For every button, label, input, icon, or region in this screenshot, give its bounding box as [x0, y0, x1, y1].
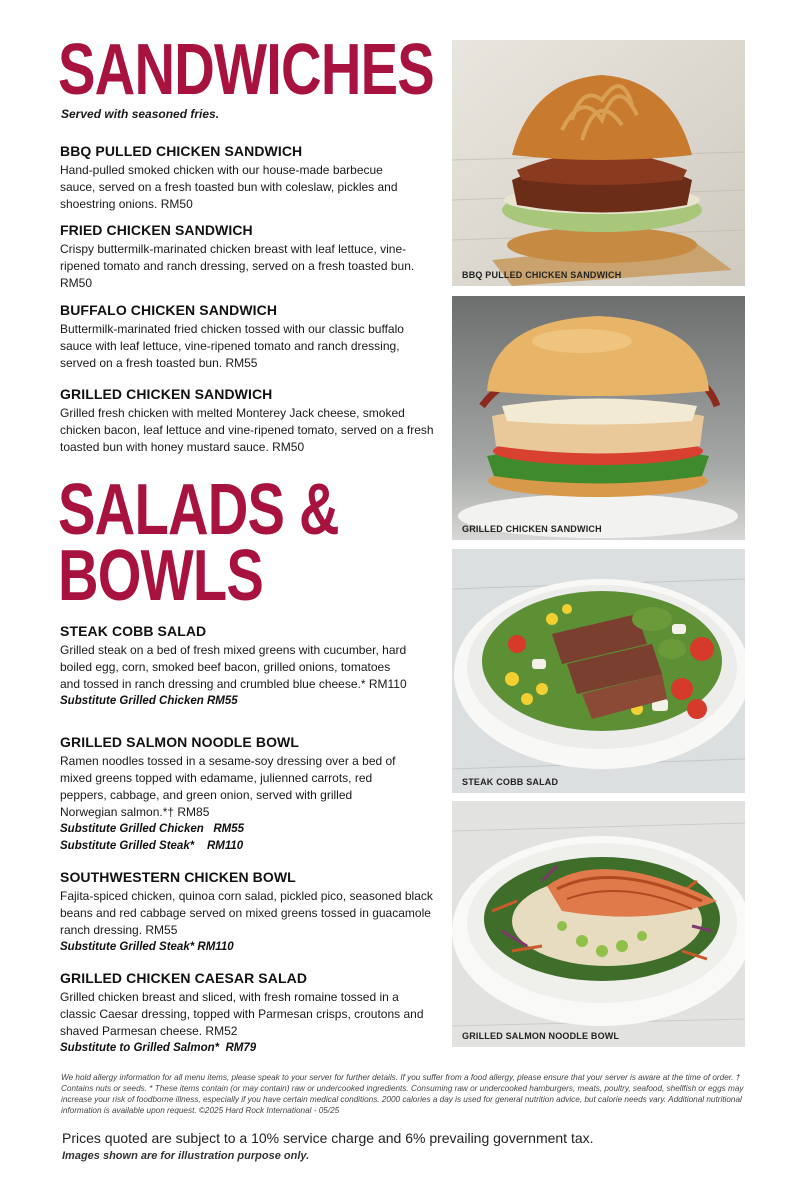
sandwiches-title: SANDWICHES	[58, 30, 434, 110]
item-name: BUFFALO CHICKEN SANDWICH	[60, 302, 278, 318]
menu-item	[60, 386, 445, 456]
salads-title-line2: BOWLS	[58, 536, 264, 616]
item-substitute: Substitute to Grilled Salmon* RM79	[60, 1042, 257, 1054]
item-description: Grilled chicken breast and sliced, with fresh romaine tossed in a classic Caesar dressing, topped with Parmesan crisps, croutons and shaved Parmesan cheese. RM52	[60, 990, 424, 1038]
item-name: GRILLED CHICKEN CAESAR SALAD	[60, 970, 308, 986]
item-name: GRILLED CHICKEN SANDWICH	[60, 386, 273, 402]
menu-item	[60, 222, 445, 292]
photo-grilled-salmon-noodle-bowl	[452, 801, 745, 1047]
item-description: Fajita-spiced chicken, quinoa corn salad, pickled pico, seasoned black beans and red cabbage served on mixed greens tossed in guacamole ranch dressing. RM55	[60, 889, 433, 937]
photo-caption: BBQ PULLED CHICKEN SANDWICH	[462, 270, 622, 280]
item-name: BBQ PULLED CHICKEN SANDWICH	[60, 143, 303, 159]
photo-grilled-chicken-sandwich	[452, 296, 745, 540]
item-description: Grilled fresh chicken with melted Monterey Jack cheese, smoked chicken bacon, leaf lettuce and vine-ripened tomato, served on a fresh toasted bun with honey mustard sauce. RM50	[60, 406, 434, 454]
item-name: GRILLED SALMON NOODLE BOWL	[60, 734, 300, 750]
salad-illustration	[452, 801, 745, 1047]
item-substitute: Substitute Grilled Chicken RM55	[60, 695, 238, 707]
menu-item	[60, 970, 445, 1057]
item-description: Crispy buttermilk-marinated chicken breast with leaf lettuce, vine-ripened tomato and ranch dressing, served on a fresh toasted bun. RM50	[60, 242, 415, 290]
menu-item	[60, 623, 445, 710]
item-substitute: Substitute Grilled Steak* RM110	[60, 840, 244, 852]
item-description: Hand-pulled smoked chicken with our house-made barbecue sauce, served on a fresh toasted bun with coleslaw, pickles and shoestring onions. RM50	[60, 163, 398, 211]
item-substitute: Substitute Grilled Chicken RM55	[60, 823, 245, 835]
photo-caption: GRILLED SALMON NOODLE BOWL	[462, 1031, 620, 1041]
photo-caption: GRILLED CHICKEN SANDWICH	[462, 524, 602, 534]
item-description: Ramen noodles tossed in a sesame-soy dressing over a bed of mixed greens topped with edamame, julienned carrots, red peppers, cabbage, and green onion, served with grilled Norwegian salmon.*† RM85	[60, 754, 396, 819]
photo-steak-cobb-salad	[452, 549, 745, 793]
item-description: Buttermilk-marinated fried chicken tossed with our classic buffalo sauce with leaf lettuce, vine-ripened tomato and ranch dressing, served on a fresh toasted bun. RM55	[60, 322, 404, 370]
menu-item	[60, 302, 445, 372]
salads-title-line1: SALADS &	[58, 470, 339, 550]
item-substitute: Substitute Grilled Steak* RM110	[60, 941, 234, 953]
photo-bbq-pulled-chicken-sandwich	[452, 40, 745, 286]
price-note: Prices quoted are subject to a 10% service charge and 6% prevailing government tax.	[62, 1130, 594, 1146]
image-note: Images shown are for illustration purpose only.	[62, 1150, 310, 1162]
menu-item	[60, 143, 445, 213]
item-description: Grilled steak on a bed of fresh mixed greens with cucumber, hard boiled egg, corn, smoked beef bacon, grilled onions, tomatoes and tossed in ranch dressing and crumbled blue cheese.* RM110	[60, 643, 407, 691]
item-name: FRIED CHICKEN SANDWICH	[60, 222, 253, 238]
photo-caption: STEAK COBB SALAD	[462, 777, 559, 787]
salad-illustration	[452, 549, 745, 793]
sandwiches-subtitle: Served with seasoned fries.	[61, 107, 220, 121]
allergy-disclaimer: We hold allergy information for all menu items, please speak to your server for further details. If you suffer from a food allergy, please ensure that your server is aware at the time of order. † Contains nuts or seeds. * These items contain (or may contain) raw or undercooked ingredients. Consuming raw or undercooked hamburgers, meats, poultry, seafood, shellfish or eggs may increase your risk of foodborne illness, especially if you have certain medical conditions. 2000 calories a day is used for general nutrition advice, but calorie needs vary. Additional nutritional information is available upon request. ©2025 Hard Rock International - 05/25	[61, 1073, 744, 1115]
sandwich-illustration	[452, 296, 745, 540]
sandwich-illustration	[452, 40, 745, 286]
menu-item	[60, 869, 445, 956]
menu-item	[60, 734, 445, 855]
item-name: STEAK COBB SALAD	[60, 623, 207, 639]
item-name: SOUTHWESTERN CHICKEN BOWL	[60, 869, 296, 885]
